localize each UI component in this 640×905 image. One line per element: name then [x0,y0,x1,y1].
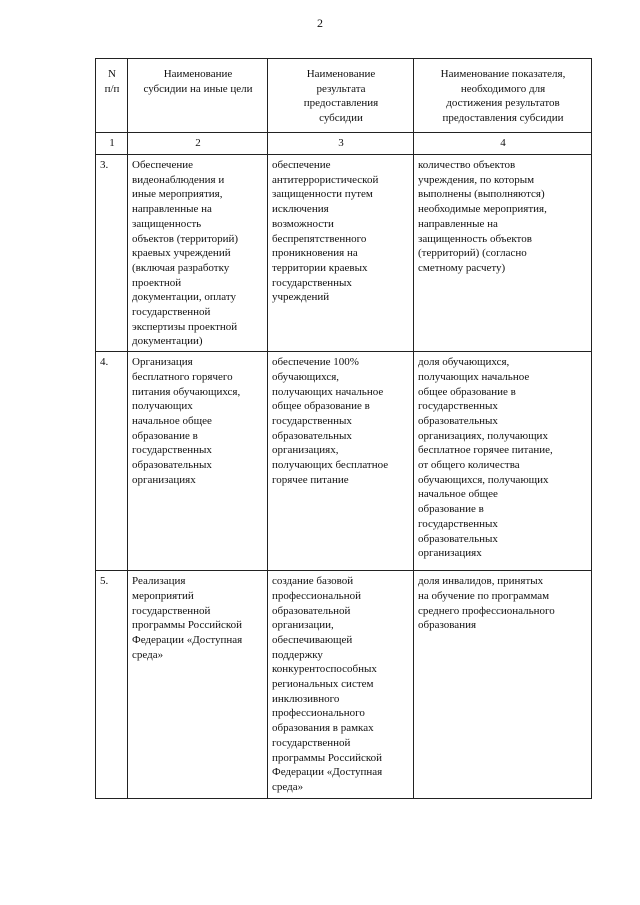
column-number-row [96,133,592,155]
table-row [96,352,592,571]
header-number: N п/п [96,59,128,133]
header-result-name: Наименование результата предоставления субсидии [268,59,414,133]
indicator-cell: доля инвалидов, принятых на обучение по программам среднего профессионального образования [414,571,592,799]
row-number: 3. [96,155,128,352]
table-row [96,571,592,799]
header-indicator-name: Наименование показателя, необходимого для достижения результатов предоставления субсидии [414,59,592,133]
result-cell: обеспечение антитеррористической защищенности путем исключения возможности беспрепятственного проникновения на территории краевых государственных учреждений [268,155,414,352]
subsidy-table [95,58,592,799]
page-number: 2 [317,16,323,30]
table-header-row [96,59,592,133]
subsidy-name-cell: Организация бесплатного горячего питания обучающихся, получающих начальное общее образование в государственных образовательных организациях [128,352,268,571]
table-row [96,155,592,352]
subsidy-name-cell: Обеспечение видеонаблюдения и иные мероприятия, направленные на защищенность объектов (территорий) краевых учреждений (включая разработку проектной документации, оплату государственной экспертизы проектной документации) [128,155,268,352]
column-number-1: 1 [96,133,128,155]
result-cell: обеспечение 100% обучающихся, получающих начальное общее образование в государственных образовательных организациях, получающих бесплатное горячее питание [268,352,414,571]
row-number: 5. [96,571,128,799]
column-number-2: 2 [128,133,268,155]
row-number: 4. [96,352,128,571]
indicator-cell: доля обучающихся, получающих начальное общее образование в государственных образовательных организациях, получающих бесплатное горячее питание, от общего количества обучающихся, получающих начальное общее образование в государственных образовательных организациях [414,352,592,571]
indicator-cell: количество объектов учреждения, по которым выполнены (выполняются) необходимые мероприятия, направленные на защищенность объектов (территорий) (согласно сметному расчету) [414,155,592,352]
column-number-4: 4 [414,133,592,155]
result-cell: создание базовой профессиональной образовательной организации, обеспечивающей поддержку конкурентоспособных региональных систем инклюзивного профессионального образования в рамках государственной программы Российской Федерации «Доступная среда» [268,571,414,799]
header-subsidy-name: Наименование субсидии на иные цели [128,59,268,133]
subsidy-name-cell: Реализация мероприятий государственной программы Российской Федерации «Доступная среда» [128,571,268,799]
column-number-3: 3 [268,133,414,155]
